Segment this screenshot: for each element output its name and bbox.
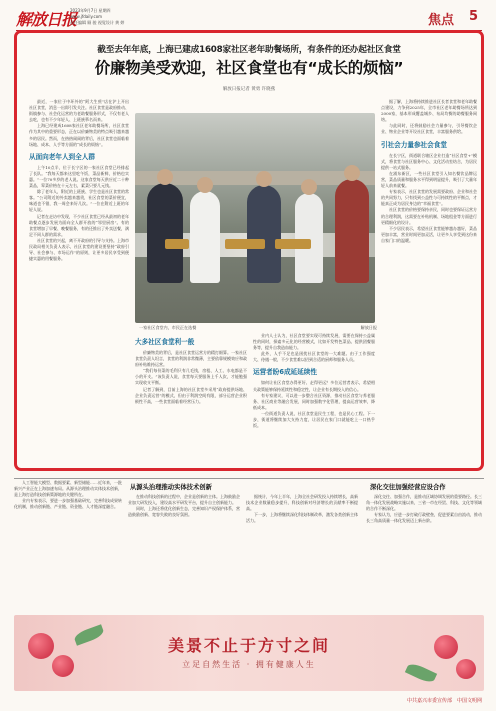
paragraph: 业内专家表示，要进一步加强基础研究，完善科技成果转化机制，推动创新链、产业链、资金链、人才链深度融合。 (14, 498, 122, 510)
newspaper-logo: 解放日报 (16, 10, 77, 29)
ad-subtitle: 立足自然生活 · 拥有健康人生 (182, 660, 316, 669)
paragraph: 专家认为，应进一步打破行政壁垒，促进要素自由流动，推动长三角高质量一体化发展迈上新台阶。 (366, 512, 482, 524)
paragraph: 据统计，今年上半年，上海全社会研发投入持续增长，高新技术企业数量稳步提升，科技创新对经济增长的贡献率不断提高。 (246, 494, 358, 512)
paragraph: 业内人士认为，社区食堂要实现可持续发展，需要在保持公益属性的同时，探索多元化的经营模式，比如开发特色菜品、提供团餐服务等，提升自我造血能力。 (253, 333, 375, 351)
caption-text: 一家社区食堂内，市民正在选餐 (139, 325, 197, 330)
ad-title: 美景不止于方寸之间 (167, 636, 330, 655)
article-byline: 解放日报记者 黄勇 许晓燕 (222, 87, 276, 92)
masthead-meta (70, 8, 124, 26)
paragraph: 除了老年人，附近的上班族、学生也是社区食堂的常客。“公司附近的外卖越来越贵，社区食堂的菜价便宜，味道也不错，我一周会来好几次。”一位在附近上班的年轻人说。 (29, 189, 129, 213)
paragraph: 记者了解到，目前上海的社区食堂多采用“政府提供场地、企业负责运营”的模式，但由于利润空间有限，部分运营企业积极性不高，一些食堂面临着经营压力。 (135, 386, 247, 404)
paragraph: 价廉物美的背后，是社区食堂运营方的精打细算。一家社区食堂负责人坦言，食堂的利润非常微薄，主要依靠规模效应和政府补贴维持运营。 (135, 350, 247, 368)
paragraph: 上午10点半，位于长宁区的一家社区食堂已经排起了长队。“我每天都来这里吃午饭，菜品新鲜，价格也实惠。”一位70多岁的老人说。这家食堂每天供应近二十种菜品，荤菜价格在十元左右，素菜只要几元钱。 (29, 164, 129, 189)
paragraph: 记者在走访中发现，不少社区食堂已经从最初的老年助餐点逐步发展为面向全人群开放的“邻里厨房”。有的食堂增加了早餐、晚餐服务，有的还推出了外卖送餐，满足不同人群的需求。 (29, 213, 129, 237)
article-headline: 价廉物美受欢迎，社区食堂也有“成长的烦恼” (94, 59, 404, 77)
website: www.jfdaily.com (70, 14, 103, 19)
paragraph: 据了解，上海将持续推进社区长者食堂和老年助餐点建设，力争到2025年，全市社区老年助餐场所达到2000家，基本形成覆盖城乡、布局均衡的助餐服务网络。 (381, 99, 477, 123)
photo-caption (139, 325, 377, 331)
subhead: 大多社区食堂利一般 (135, 338, 195, 346)
lower-column-3 (246, 494, 358, 608)
paragraph: 最近，一家位于中环外的“阿大生煎”店在沪上开出社区食堂，消息一出即引发关注。社区食堂是政府推动、街镇参与、社会化运营的为老助餐服务形式，不仅有老人去吃，也有不少年轻人、上班族慕名而来。 (29, 99, 129, 123)
article-column-4 (381, 99, 477, 465)
paragraph: 有专家建议，可以进一步整合社区资源，推动社区食堂与养老服务、社区商业等融合发展，同时加强数字化管理，提高运营效率，降低成本。 (253, 392, 375, 410)
issue-date: 2023年9月7日 星期四 (70, 8, 111, 13)
lower-column-4 (366, 494, 482, 608)
section-title: 焦点 (427, 13, 454, 28)
paragraph: 一位街道负责人说，社区食堂是民生工程，也是民心工程。下一步，街道将继续加大支持力度，让居民在家门口就能吃上一口热乎饭。 (253, 410, 375, 429)
article-column-2 (135, 333, 247, 467)
paragraph: 上海已经建成1608家社区老年助餐场所，社区食堂作为其中的重要形态，正在以价廉物美的特点吸引越来越多的居民。然而，在热热闹闹的背后，社区食堂也面临着场地、成本、人手等方面的“成长的烦恼”。 (29, 123, 129, 147)
article-column-3 (253, 333, 375, 467)
paragraph: 专家表示，社区食堂的发展需要政府、企业和社会的共同努力，只有找到公益性与可持续性的平衡点，才能真正成为居民身边的“幸福食堂”。 (381, 189, 477, 207)
paragraph: “我们每份菜的毛利只有几毛钱，房租、人工、水电都是不小的开支。”该负责人说，食堂每天要服务上千人次，才能勉强实现收支平衡。 (135, 368, 247, 386)
photo-credit: 解放日报 (360, 325, 377, 330)
feature-article (14, 30, 484, 471)
lower-headline-1: 从源头治理推动实体技术创新 (130, 484, 212, 491)
article-column-1 (29, 99, 129, 465)
paragraph: 社区食堂的价格要保持亲民，同时也要保证运营方的合理利润，这需要在补贴机制、场地租金等方面进行更精细化的设计。 (381, 207, 477, 225)
paragraph: 同时，上海还将优化创新生态，完善知识产权保护体系，营造鼓励创新、宽容失败的良好氛围。 (128, 506, 240, 518)
lower-headline-2: 深化交往加强经营应设合作 (370, 484, 446, 491)
paragraph: 不少居民表示，希望社区食堂能够越办越好，菜品更加丰富，营业时间更加灵活，让更多人享受到这份来自家门口的温暖。 (381, 225, 477, 243)
paragraph: 深化交往、加强合作，是推动区域协调发展的重要路径。长三角一体化发展战略实施以来，三省一市在经贸、科技、文化等领域的合作不断深化。 (366, 494, 482, 512)
paragraph: 在推动科技创新的过程中，企业是创新的主体。上海鼓励企业加大研发投入，建设高水平研发平台，提升自主创新能力。 (128, 494, 240, 506)
section-divider (14, 478, 484, 479)
masthead (14, 6, 484, 32)
paragraph: 与此同时，还将鼓励社会力量参与，引导餐饮企业、物业企业等开设社区食堂，丰富服务供给。 (381, 123, 477, 135)
paragraph: 此外，人手不足也是困扰社区食堂的一大难题。由于工作强度大、待遇一般，不少食堂难以招到合适的厨师和服务人员。 (253, 351, 375, 363)
ad-footer: 中共嘉兴市委宣传部 中国文明网 (406, 698, 482, 704)
canteen-photo (135, 113, 375, 323)
subhead: 运营者盼6成延延续性 (253, 368, 317, 377)
lower-column-1 (14, 480, 122, 608)
page-number: 5 (468, 9, 478, 24)
paragraph: 人工智能大模型、数据要素、新型储能……近年来，一批新兴产业正在上海加速布局。从源头治理推动实体技术创新，是上海打造科技创新策源地的关键所在。 (14, 480, 122, 498)
paragraph: 在浦东新区，一些社区食堂引入知名餐饮品牌运营，菜品质量和服务水平得到明显提升，吸引了大量年轻人前来就餐。 (381, 170, 477, 189)
paragraph: 下一步，上海将继续深化科技体制改革，激发各类创新主体活力。 (246, 512, 358, 524)
advertisement-banner (14, 615, 484, 691)
editors: 责任编辑 顾 骏 视觉设计 黄 婷 (70, 20, 125, 25)
lower-column-2 (128, 494, 240, 608)
subhead: 引社会力量参社会食堂 (381, 140, 447, 149)
article-kicker: 截至去年年底，上海已建成1608家社区老年助餐场所，有条件的还办起社区食堂 (97, 45, 401, 55)
paragraph: 社区食堂的兴起，离不开政府的引导与支持。上海市民政局相关负责人表示，社区食堂的建设要坚持“政府引导、社会参与、市场运作”的原则，让更多居民享受到便捷实惠的用餐服务。 (29, 237, 129, 262)
subhead: 从面向老年人到全人群 (29, 152, 95, 161)
paragraph: 如何让社区食堂办得更好、走得更远？多位运营者表示，希望相关政策能够保持延续性和稳定性，让企业有长期投入的信心。 (253, 380, 375, 392)
paragraph: 在长宁区，街道联合辖区企业打造“社区食堂+”模式，将食堂与社区服务中心、文化活动室结合，为居民提供一站式服务。 (381, 152, 477, 170)
